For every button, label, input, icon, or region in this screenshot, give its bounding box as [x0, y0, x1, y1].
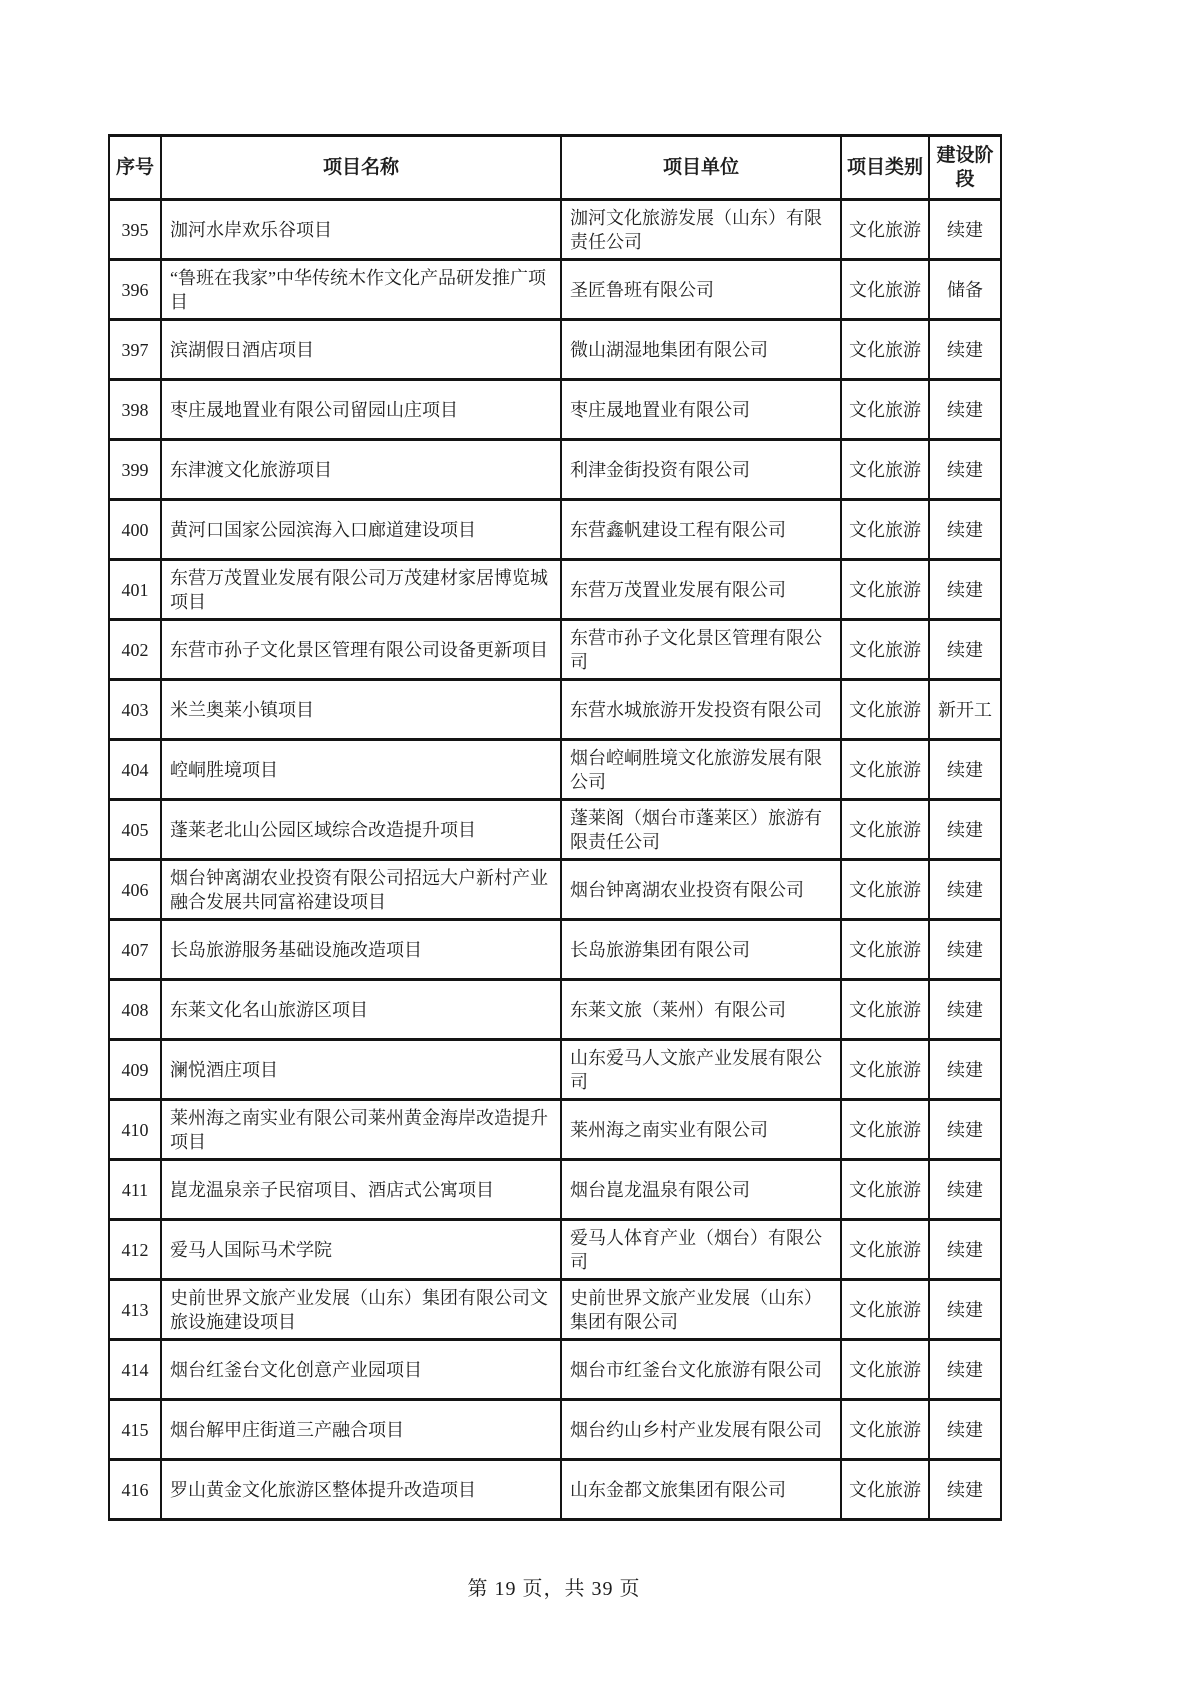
cell-project-unit: 东营水城旅游开发投资有限公司: [561, 680, 841, 740]
table-row: [109, 980, 1001, 1040]
cell-project-unit: 东莱文旅（莱州）有限公司: [561, 980, 841, 1040]
cell-stage: 续建: [929, 1220, 1001, 1280]
cell-project-unit: 圣匠鲁班有限公司: [561, 260, 841, 320]
cell-category: 文化旅游: [841, 440, 929, 500]
table-row: [109, 560, 1001, 620]
cell-project-unit: 烟台市红釜台文化旅游有限公司: [561, 1340, 841, 1400]
cell-stage: 续建: [929, 380, 1001, 440]
cell-project-name: 烟台钟离湖农业投资有限公司招远大户新村产业融合发展共同富裕建设项目: [161, 860, 561, 920]
cell-stage: 续建: [929, 1160, 1001, 1220]
cell-index: 416: [109, 1460, 161, 1520]
table-row: [109, 1280, 1001, 1340]
cell-index: 407: [109, 920, 161, 980]
table-row: [109, 1460, 1001, 1520]
cell-stage: 续建: [929, 440, 1001, 500]
cell-project-name: 米兰奥莱小镇项目: [161, 680, 561, 740]
cell-index: 411: [109, 1160, 161, 1220]
cell-project-unit: 史前世界文旅产业发展（山东）集团有限公司: [561, 1280, 841, 1340]
cell-category: 文化旅游: [841, 560, 929, 620]
table-row: [109, 200, 1001, 260]
cell-project-name: 泇河水岸欢乐谷项目: [161, 200, 561, 260]
header-category: 项目类别: [841, 136, 929, 200]
cell-index: 403: [109, 680, 161, 740]
cell-category: 文化旅游: [841, 740, 929, 800]
header-stage: 建设阶段: [929, 136, 1001, 200]
cell-project-name: 东莱文化名山旅游区项目: [161, 980, 561, 1040]
cell-category: 文化旅游: [841, 1400, 929, 1460]
table-row: [109, 320, 1001, 380]
table-row: [109, 1040, 1001, 1100]
cell-index: 405: [109, 800, 161, 860]
cell-index: 398: [109, 380, 161, 440]
cell-project-name: 滨湖假日酒店项目: [161, 320, 561, 380]
table-row: [109, 680, 1001, 740]
cell-category: 文化旅游: [841, 920, 929, 980]
cell-project-name: 史前世界文旅产业发展（山东）集团有限公司文旅设施建设项目: [161, 1280, 561, 1340]
cell-project-name: 烟台红釜台文化创意产业园项目: [161, 1340, 561, 1400]
table-body: [109, 200, 1001, 1520]
cell-stage: 续建: [929, 1280, 1001, 1340]
cell-index: 397: [109, 320, 161, 380]
cell-index: 399: [109, 440, 161, 500]
cell-category: 文化旅游: [841, 860, 929, 920]
cell-project-unit: 烟台崑龙温泉有限公司: [561, 1160, 841, 1220]
table-row: [109, 500, 1001, 560]
cell-category: 文化旅游: [841, 1460, 929, 1520]
cell-stage: 续建: [929, 500, 1001, 560]
page-number: 第 19 页，共 39 页: [467, 1578, 641, 1600]
cell-stage: 续建: [929, 1460, 1001, 1520]
table-row: [109, 380, 1001, 440]
table-row: [109, 800, 1001, 860]
cell-project-name: 东营市孙子文化景区管理有限公司设备更新项目: [161, 620, 561, 680]
table-row: [109, 1100, 1001, 1160]
table-row: [109, 860, 1001, 920]
cell-category: 文化旅游: [841, 260, 929, 320]
cell-index: 412: [109, 1220, 161, 1280]
cell-index: 409: [109, 1040, 161, 1100]
cell-category: 文化旅游: [841, 1220, 929, 1280]
cell-stage: 续建: [929, 1100, 1001, 1160]
cell-category: 文化旅游: [841, 1340, 929, 1400]
cell-index: 406: [109, 860, 161, 920]
cell-project-name: 长岛旅游服务基础设施改造项目: [161, 920, 561, 980]
table-row: [109, 1160, 1001, 1220]
cell-stage: 储备: [929, 260, 1001, 320]
table-row: [109, 920, 1001, 980]
cell-stage: 续建: [929, 1340, 1001, 1400]
header-project-name: 项目名称: [161, 136, 561, 200]
cell-stage: 续建: [929, 1400, 1001, 1460]
cell-stage: 续建: [929, 200, 1001, 260]
cell-index: 414: [109, 1340, 161, 1400]
cell-project-unit: 微山湖湿地集团有限公司: [561, 320, 841, 380]
cell-project-name: “鲁班在我家”中华传统木作文化产品研发推广项目: [161, 260, 561, 320]
cell-project-name: 蓬莱老北山公园区域综合改造提升项目: [161, 800, 561, 860]
cell-category: 文化旅游: [841, 380, 929, 440]
cell-project-name: 崆峒胜境项目: [161, 740, 561, 800]
cell-category: 文化旅游: [841, 1040, 929, 1100]
table-row: [109, 1220, 1001, 1280]
table-container: [108, 134, 1000, 1521]
cell-index: 402: [109, 620, 161, 680]
cell-project-unit: 烟台约山乡村产业发展有限公司: [561, 1400, 841, 1460]
cell-category: 文化旅游: [841, 1100, 929, 1160]
cell-category: 文化旅游: [841, 320, 929, 380]
cell-project-name: 东营万茂置业发展有限公司万茂建材家居博览城项目: [161, 560, 561, 620]
cell-project-name: 莱州海之南实业有限公司莱州黄金海岸改造提升项目: [161, 1100, 561, 1160]
cell-project-unit: 山东爱马人文旅产业发展有限公司: [561, 1040, 841, 1100]
cell-project-name: 枣庄晟地置业有限公司留园山庄项目: [161, 380, 561, 440]
cell-project-unit: 山东金都文旅集团有限公司: [561, 1460, 841, 1520]
cell-index: 408: [109, 980, 161, 1040]
cell-category: 文化旅游: [841, 200, 929, 260]
cell-stage: 新开工: [929, 680, 1001, 740]
cell-project-unit: 烟台崆峒胜境文化旅游发展有限公司: [561, 740, 841, 800]
cell-project-unit: 烟台钟离湖农业投资有限公司: [561, 860, 841, 920]
cell-project-unit: 东营鑫帆建设工程有限公司: [561, 500, 841, 560]
cell-stage: 续建: [929, 560, 1001, 620]
cell-index: 415: [109, 1400, 161, 1460]
cell-project-name: 爱马人国际马术学院: [161, 1220, 561, 1280]
cell-category: 文化旅游: [841, 1160, 929, 1220]
cell-project-unit: 爱马人体育产业（烟台）有限公司: [561, 1220, 841, 1280]
header-index: 序号: [109, 136, 161, 200]
cell-project-unit: 莱州海之南实业有限公司: [561, 1100, 841, 1160]
cell-index: 404: [109, 740, 161, 800]
cell-category: 文化旅游: [841, 980, 929, 1040]
cell-stage: 续建: [929, 800, 1001, 860]
cell-index: 401: [109, 560, 161, 620]
cell-project-name: 崑龙温泉亲子民宿项目、酒店式公寓项目: [161, 1160, 561, 1220]
cell-category: 文化旅游: [841, 800, 929, 860]
cell-stage: 续建: [929, 1040, 1001, 1100]
cell-project-unit: 东营万茂置业发展有限公司: [561, 560, 841, 620]
cell-project-unit: 泇河文化旅游发展（山东）有限责任公司: [561, 200, 841, 260]
cell-project-unit: 蓬莱阁（烟台市蓬莱区）旅游有限责任公司: [561, 800, 841, 860]
cell-category: 文化旅游: [841, 680, 929, 740]
projects-table: [108, 134, 1002, 1521]
table-row: [109, 1400, 1001, 1460]
cell-category: 文化旅游: [841, 1280, 929, 1340]
cell-index: 395: [109, 200, 161, 260]
cell-stage: 续建: [929, 980, 1001, 1040]
cell-index: 410: [109, 1100, 161, 1160]
cell-index: 396: [109, 260, 161, 320]
table-row: [109, 440, 1001, 500]
cell-project-unit: 东营市孙子文化景区管理有限公司: [561, 620, 841, 680]
table-row: [109, 740, 1001, 800]
cell-index: 413: [109, 1280, 161, 1340]
cell-stage: 续建: [929, 920, 1001, 980]
cell-project-name: 烟台解甲庄街道三产融合项目: [161, 1400, 561, 1460]
cell-category: 文化旅游: [841, 620, 929, 680]
table-row: [109, 620, 1001, 680]
header-row: [109, 136, 1001, 200]
table-row: [109, 1340, 1001, 1400]
cell-project-unit: 利津金街投资有限公司: [561, 440, 841, 500]
cell-category: 文化旅游: [841, 500, 929, 560]
cell-project-name: 黄河口国家公园滨海入口廊道建设项目: [161, 500, 561, 560]
cell-stage: 续建: [929, 860, 1001, 920]
cell-stage: 续建: [929, 740, 1001, 800]
table-row: [109, 260, 1001, 320]
cell-stage: 续建: [929, 620, 1001, 680]
cell-index: 400: [109, 500, 161, 560]
cell-project-name: 罗山黄金文化旅游区整体提升改造项目: [161, 1460, 561, 1520]
cell-stage: 续建: [929, 320, 1001, 380]
header-project-unit: 项目单位: [561, 136, 841, 200]
cell-project-name: 东津渡文化旅游项目: [161, 440, 561, 500]
cell-project-name: 澜悦酒庄项目: [161, 1040, 561, 1100]
cell-project-unit: 枣庄晟地置业有限公司: [561, 380, 841, 440]
table-header: [109, 136, 1001, 200]
cell-project-unit: 长岛旅游集团有限公司: [561, 920, 841, 980]
